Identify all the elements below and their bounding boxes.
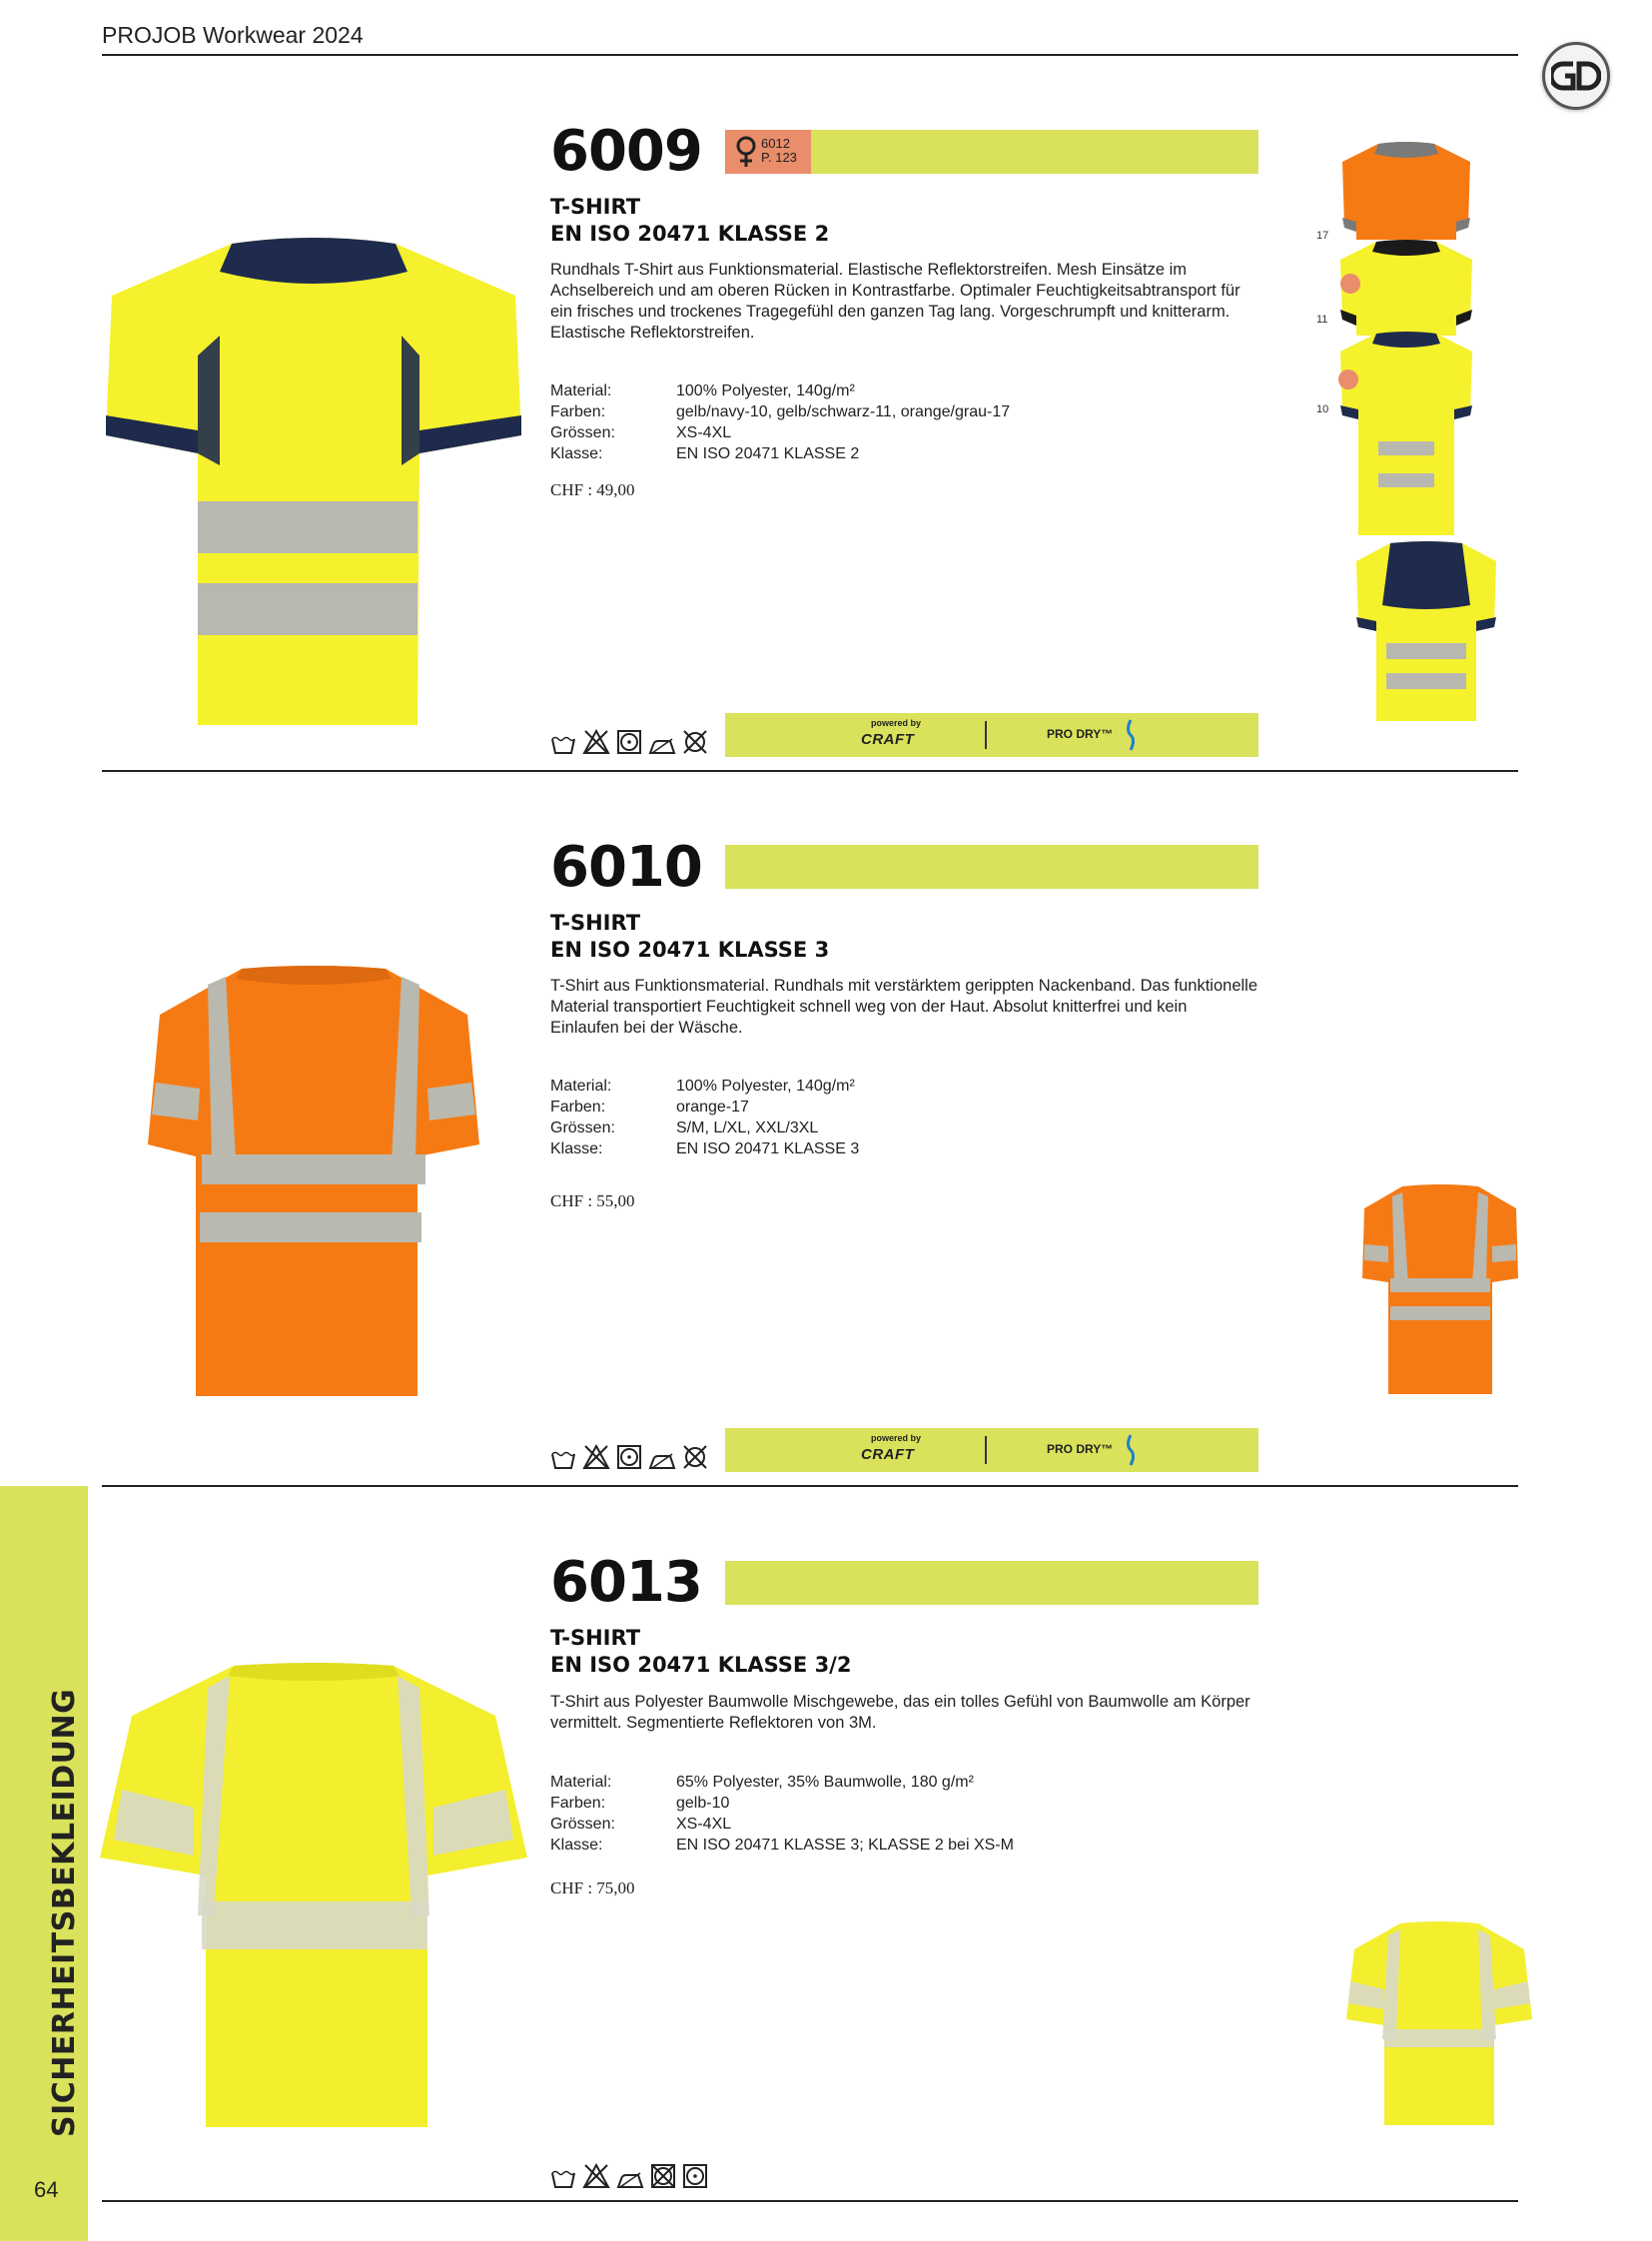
wash-tub-icon xyxy=(550,733,576,755)
spec-colors: gelb-10 xyxy=(676,1795,730,1812)
women-version-number: 6012 xyxy=(761,136,790,151)
iron-icon xyxy=(616,2167,644,2189)
powered-by-label: powered by xyxy=(871,1433,922,1443)
spec-label: Grössen: xyxy=(550,1120,615,1136)
section-divider xyxy=(102,1485,1518,1487)
accent-bar xyxy=(725,845,1258,889)
care-symbols xyxy=(550,1444,708,1470)
tumble-dry-icon xyxy=(616,729,642,755)
accent-bar xyxy=(725,1561,1258,1605)
spec-label: Klasse: xyxy=(550,1140,603,1157)
women-version-dot xyxy=(1338,370,1358,389)
spec-label: Grössen: xyxy=(550,424,615,441)
spec-label: Farben: xyxy=(550,403,606,420)
wash-tub-icon xyxy=(550,2167,576,2189)
no-tumble-dry-icon xyxy=(650,2163,676,2189)
accent-bar xyxy=(811,130,1258,174)
product-number: 6013 xyxy=(550,1550,702,1615)
spec-colors: orange-17 xyxy=(676,1099,749,1116)
craft-logo: CRAFT xyxy=(861,731,915,748)
product-price: CHF : 49,00 xyxy=(550,480,635,499)
no-bleach-icon xyxy=(582,1444,610,1470)
no-dry-clean-icon xyxy=(682,729,708,755)
section-divider xyxy=(102,2200,1518,2202)
iron-icon xyxy=(648,733,676,755)
craft-prodry-badge xyxy=(725,1428,1258,1472)
product-description: T-Shirt aus Polyester Baumwolle Mischgewebe, das ein tolles Gefühl von Baumwolle am Körper vermittelt. Segmentierte Reflektoren von 3M. xyxy=(550,1693,1250,1732)
header-rule xyxy=(102,54,1518,56)
prodry-label: PRO DRY™ xyxy=(1047,727,1114,741)
page-number: 64 xyxy=(34,2177,59,2202)
spec-sizes: S/M, L/XL, XXL/3XL xyxy=(676,1120,819,1136)
women-version-dot xyxy=(1340,274,1360,294)
thumbnail-back-view[interactable] xyxy=(1350,539,1502,725)
no-bleach-icon xyxy=(582,2163,610,2189)
spec-label: Material: xyxy=(550,1774,612,1791)
spec-label: Farben: xyxy=(550,1795,606,1812)
prodry-label: PRO DRY™ xyxy=(1047,1442,1114,1456)
product-subtitle: EN ISO 20471 KLASSE 3/2 xyxy=(550,1653,852,1677)
women-version-badge[interactable] xyxy=(725,130,811,174)
header-title: PROJOB Workwear 2024 xyxy=(102,22,364,48)
tumble-dry-icon xyxy=(616,1444,642,1470)
product-subtitle: EN ISO 20471 KLASSE 3 xyxy=(550,938,830,962)
spec-label: Material: xyxy=(550,1078,612,1095)
craft-logo: CRAFT xyxy=(861,1446,915,1463)
spec-sizes: XS-4XL xyxy=(676,1816,732,1833)
no-bleach-icon xyxy=(582,729,610,755)
no-dry-clean-icon xyxy=(682,1444,708,1470)
droplet-icon xyxy=(1125,718,1137,752)
thumbnail-back-view[interactable] xyxy=(1344,1919,1534,2129)
product-description: Rundhals T-Shirt aus Funktionsmaterial. Elastische Reflektorstreifen. Mesh Einsätze im Achselbereich und am oberen Rücken in Kontrastfarbe. Optimaler Feuchtigkeitsabtransport für ein frisches und trockenes Tragegefühl den ganzen Tag lang. Vorgeschrumpft und knitterarm. Elastische Reflektorstreifen. xyxy=(550,261,1240,342)
craft-prodry-badge xyxy=(725,713,1258,757)
side-category-label: SICHERHEITSBEKLEIDUNG xyxy=(47,1688,82,2137)
spec-label: Material: xyxy=(550,382,612,399)
spec-label: Farben: xyxy=(550,1099,606,1116)
female-symbol-icon xyxy=(731,134,761,170)
thumbnail-color-code: 11 xyxy=(1316,314,1328,326)
spec-class: EN ISO 20471 KLASSE 3; KLASSE 2 bei XS-M xyxy=(676,1837,1014,1854)
product-number: 6009 xyxy=(550,119,702,184)
thumbnail-back-view[interactable] xyxy=(1358,1182,1522,1398)
spec-sizes: XS-4XL xyxy=(676,424,732,441)
thumbnail-yellow-navy[interactable] xyxy=(1336,330,1476,539)
droplet-icon xyxy=(1125,1433,1137,1467)
product-subtitle: EN ISO 20471 KLASSE 2 xyxy=(550,222,830,246)
product-description: T-Shirt aus Funktionsmaterial. Rundhals mit verstärktem gerippten Nackenband. Das funktionelle Material transportiert Feuchtigkeit schnell weg von der Haut. Absolut knitterfrei und kein Einlaufen bei der Wäsche. xyxy=(550,977,1258,1037)
wash-tub-icon xyxy=(550,1448,576,1470)
spec-material: 65% Polyester, 35% Baumwolle, 180 g/m² xyxy=(676,1774,974,1791)
tumble-dry-icon xyxy=(682,2163,708,2189)
product-image-6009 xyxy=(102,236,525,735)
care-symbols xyxy=(550,729,708,755)
thumbnail-orange-grey[interactable] xyxy=(1338,140,1474,244)
spec-material: 100% Polyester, 140g/m² xyxy=(676,382,855,399)
thumbnail-color-code: 10 xyxy=(1316,403,1329,415)
spec-label: Klasse: xyxy=(550,1837,603,1854)
product-number: 6010 xyxy=(550,835,702,900)
section-divider xyxy=(102,770,1518,772)
brand-logo xyxy=(1542,42,1610,110)
spec-material: 100% Polyester, 140g/m² xyxy=(676,1078,855,1095)
product-title: T-SHIRT xyxy=(550,911,641,935)
spec-label: Klasse: xyxy=(550,445,603,462)
product-image-6010 xyxy=(146,965,481,1404)
product-image-6013 xyxy=(98,1662,529,2131)
product-price: CHF : 75,00 xyxy=(550,1878,635,1897)
iron-icon xyxy=(648,1448,676,1470)
care-symbols xyxy=(550,2163,708,2189)
spec-class: EN ISO 20471 KLASSE 3 xyxy=(676,1140,860,1157)
thumbnail-color-code: 17 xyxy=(1316,230,1329,242)
spec-class: EN ISO 20471 KLASSE 2 xyxy=(676,445,860,462)
powered-by-label: powered by xyxy=(871,718,922,728)
spec-colors: gelb/navy-10, gelb/schwarz-11, orange/grau-17 xyxy=(676,403,1011,420)
women-version-page: P. 123 xyxy=(761,150,797,165)
spec-label: Grössen: xyxy=(550,1816,615,1833)
product-price: CHF : 55,00 xyxy=(550,1191,635,1210)
product-title: T-SHIRT xyxy=(550,195,641,219)
product-title: T-SHIRT xyxy=(550,1626,641,1650)
